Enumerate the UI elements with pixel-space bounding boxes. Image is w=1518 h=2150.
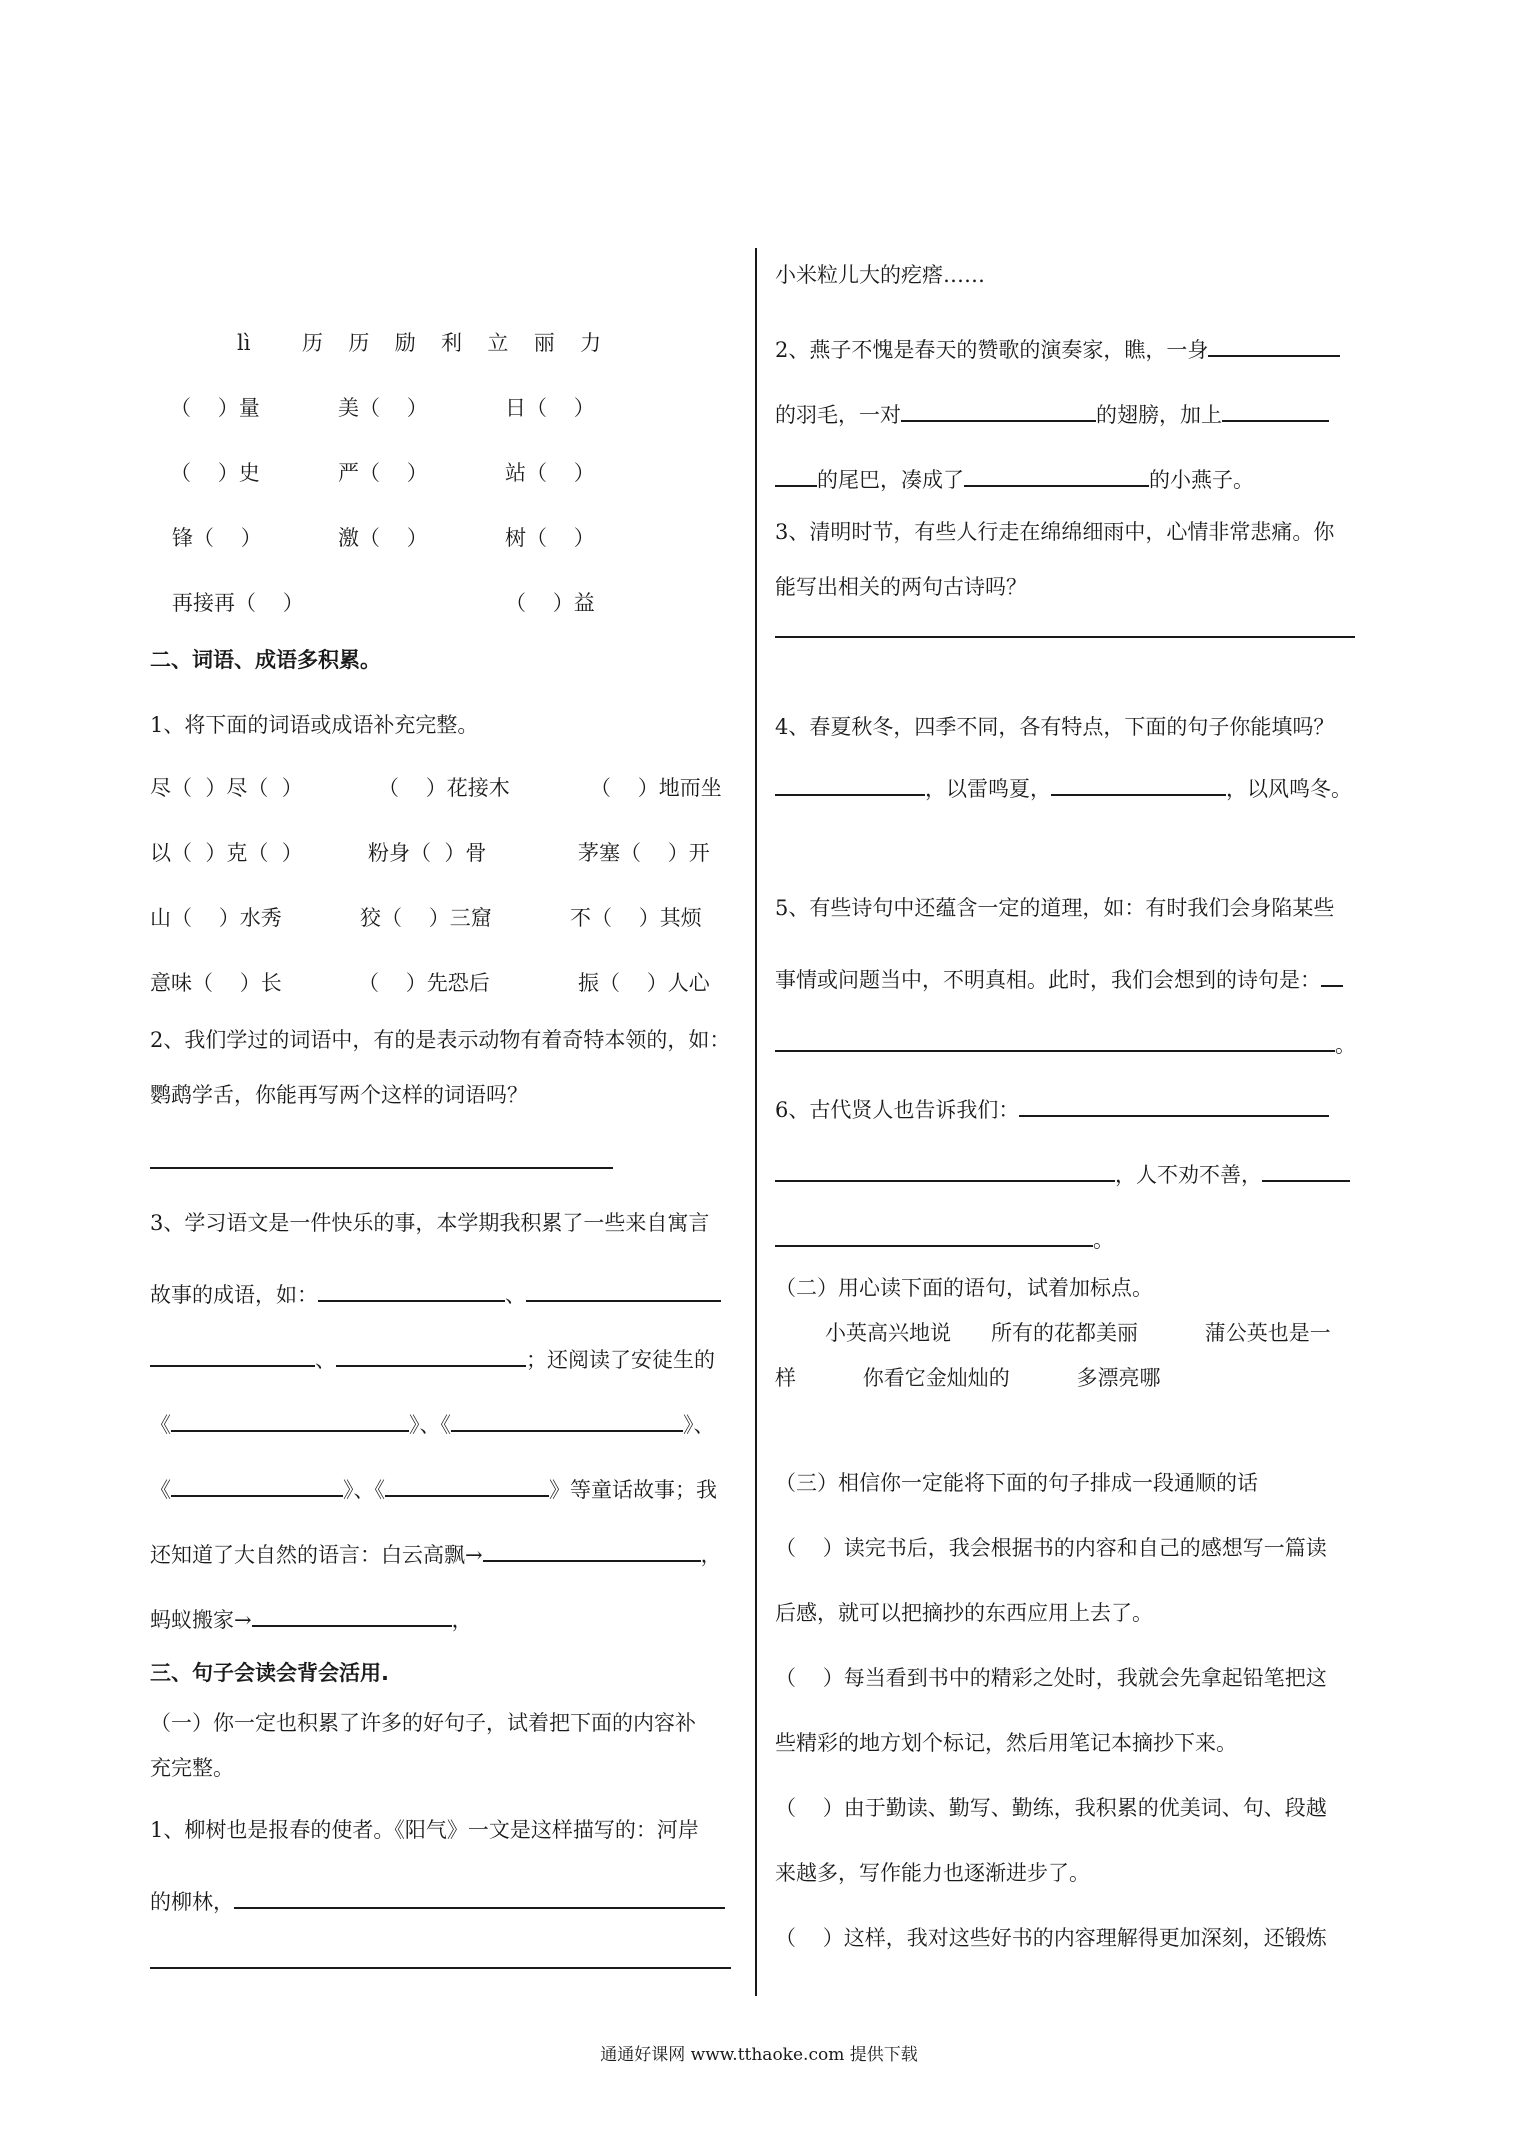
idiom-item: 狡（ ）三窟: [360, 906, 492, 930]
question-text: 2、燕子不愧是春天的赞歌的演奏家，瞧，一身: [775, 333, 1340, 361]
question-text: 事情或问题当中，不明真相。此时，我们会想到的诗句是：: [775, 963, 1343, 991]
answer-blank[interactable]: [171, 1473, 343, 1497]
idiom-item: （ ）地而坐: [590, 776, 722, 800]
question-text: 蚂蚁搬家→ ，: [150, 1603, 473, 1631]
sentence-item: （ ）由于勤读、勤写、勤练，我积累的优美词、句、段越: [775, 1796, 1327, 1820]
idiom-item: 以（ ）克（ ）: [150, 841, 303, 865]
section-2-title: 二、词语、成语多积累。: [150, 648, 381, 672]
question-text: 4、春夏秋冬，四季不同，各有特点，下面的句子你能填吗？: [775, 715, 1335, 739]
answer-blank[interactable]: [234, 1885, 725, 1909]
sentence-item: 些精彩的地方划个标记，然后用笔记本摘抄下来。: [775, 1731, 1237, 1755]
idiom-item: 意味（ ）长: [150, 971, 282, 995]
section-title: （三）相信你一定能将下面的句子排成一段通顺的话: [775, 1471, 1258, 1495]
idiom-item: 不（ ）其烦: [570, 906, 702, 930]
question-text: 3、学习语文是一件快乐的事，本学期我积累了一些来自寓言: [150, 1211, 710, 1235]
question-text: ，以雷鸣夏， ，以风鸣冬。: [775, 772, 1352, 800]
answer-blank[interactable]: [1262, 1158, 1350, 1182]
question-text: 故事的成语，如： 、: [150, 1278, 721, 1306]
column-divider: [755, 248, 757, 1996]
question-text: 2、我们学过的词语中，有的是表示动物有着奇特本领的，如：: [150, 1028, 731, 1052]
answer-blank[interactable]: [336, 1343, 526, 1367]
question-text: 的尾巴，凑成了 的小燕子。: [775, 463, 1254, 491]
sentence-item: 后感，就可以把摘抄的东西应用上去了。: [775, 1601, 1153, 1625]
question-text: 还知道了大自然的语言：白云高飘→ ，: [150, 1538, 722, 1566]
sentence-item: （ ）读完书后，我会根据书的内容和自己的感想写一篇读: [775, 1536, 1327, 1560]
pinyin-fill-item: 站（ ）: [505, 461, 595, 485]
pinyin-fill-item: 严（ ）: [338, 461, 428, 485]
question-text: 6、古代贤人也告诉我们：: [775, 1093, 1329, 1121]
question-text: 小英高兴地说 所有的花都美丽 蒲公英也是一: [825, 1321, 1331, 1345]
answer-blank[interactable]: [775, 463, 817, 487]
pinyin-fill-item: 锋（ ）: [172, 526, 262, 550]
pinyin-fill-item: （ ）益: [505, 591, 595, 615]
question-text: 。: [775, 1028, 1356, 1056]
idiom-item: （ ）先恐后: [358, 971, 490, 995]
question-text: 的柳林，: [150, 1885, 725, 1913]
question-text: 《 》、《 》、: [150, 1408, 715, 1436]
answer-blank[interactable]: [775, 1223, 1093, 1247]
footer: 通通好课网 www.tthaoke.com 提供下载: [600, 2045, 918, 2065]
question-text: 样 你看它金灿灿的 多漂亮哪: [775, 1366, 1161, 1390]
section-3-title: 三、句子会读会背会活用.: [150, 1661, 389, 1685]
answer-line[interactable]: [150, 1967, 731, 1969]
pinyin-fill-item: 树（ ）: [505, 526, 595, 550]
question-text: 、 ；还阅读了安徒生的: [150, 1343, 715, 1371]
answer-blank[interactable]: [526, 1278, 721, 1302]
pinyin-fill-item: 再接再（ ）: [172, 591, 304, 615]
answer-blank[interactable]: [1321, 963, 1343, 987]
sentence-item: （ ）每当看到书中的精彩之处时，我就会先拿起铅笔把这: [775, 1666, 1327, 1690]
question-text: ，人不劝不善，: [775, 1158, 1350, 1186]
answer-blank[interactable]: [1019, 1093, 1329, 1117]
pinyin-fill-item: 日（ ）: [505, 396, 595, 420]
answer-blank[interactable]: [1208, 333, 1340, 357]
answer-blank[interactable]: [318, 1278, 505, 1302]
question-text: 3、清明时节，有些人行走在绵绵细雨中，心情非常悲痛。你: [775, 520, 1335, 544]
answer-blank[interactable]: [451, 1408, 683, 1432]
answer-line[interactable]: [775, 636, 1355, 638]
idiom-item: 尽（ ）尽（ ）: [150, 776, 303, 800]
question-text: 。: [775, 1223, 1114, 1251]
pinyin-fill-item: 美（ ）: [338, 396, 428, 420]
question-text: 1、将下面的词语或成语补充完整。: [150, 713, 479, 737]
answer-line[interactable]: [150, 1167, 613, 1169]
answer-blank[interactable]: [150, 1343, 315, 1367]
idiom-item: （ ）花接木: [378, 776, 510, 800]
answer-blank[interactable]: [385, 1473, 549, 1497]
question-text: 《 》、《 》等童话故事；我: [150, 1473, 717, 1501]
answer-blank[interactable]: [775, 1158, 1115, 1182]
answer-blank[interactable]: [901, 398, 1096, 422]
question-text: 1、柳树也是报春的使者。《阳气》一文是这样描写的：河岸: [150, 1818, 699, 1842]
answer-blank[interactable]: [964, 463, 1149, 487]
idiom-item: 茅塞（ ）开: [578, 841, 710, 865]
question-text: 的羽毛，一对 的翅膀，加上: [775, 398, 1329, 426]
sentence-item: （ ）这样，我对这些好书的内容理解得更加深刻，还锻炼: [775, 1926, 1327, 1950]
question-text: 充完整。: [150, 1756, 234, 1780]
answer-blank[interactable]: [171, 1408, 409, 1432]
pinyin-fill-item: （ ）史: [170, 461, 260, 485]
pinyin-fill-item: 激（ ）: [338, 526, 428, 550]
question-text: （一）你一定也积累了许多的好句子，试着把下面的内容补: [150, 1711, 696, 1735]
pinyin-characters: 历 历 励 利 立 丽 力: [302, 331, 602, 355]
question-text: 5、有些诗句中还蕴含一定的道理，如：有时我们会身陷某些: [775, 896, 1335, 920]
question-text: 能写出相关的两句古诗吗？: [775, 575, 1027, 599]
pinyin-label: lì: [237, 331, 251, 355]
idiom-item: 粉身（ ）骨: [368, 841, 487, 865]
section-title: （二）用心读下面的语句，试着加标点。: [775, 1276, 1153, 1300]
answer-blank[interactable]: [1222, 398, 1329, 422]
question-text: 小米粒儿大的疙瘩……: [775, 263, 985, 287]
answer-blank[interactable]: [483, 1538, 701, 1562]
idiom-item: 振（ ）人心: [578, 971, 710, 995]
sentence-item: 来越多，写作能力也逐渐进步了。: [775, 1861, 1090, 1885]
pinyin-fill-item: （ ）量: [170, 396, 260, 420]
answer-blank[interactable]: [775, 772, 925, 796]
answer-blank[interactable]: [1051, 772, 1226, 796]
question-text: 鹦鹉学舌，你能再写两个这样的词语吗？: [150, 1083, 528, 1107]
answer-blank[interactable]: [252, 1603, 452, 1627]
idiom-item: 山（ ）水秀: [150, 906, 282, 930]
answer-blank[interactable]: [775, 1028, 1335, 1052]
